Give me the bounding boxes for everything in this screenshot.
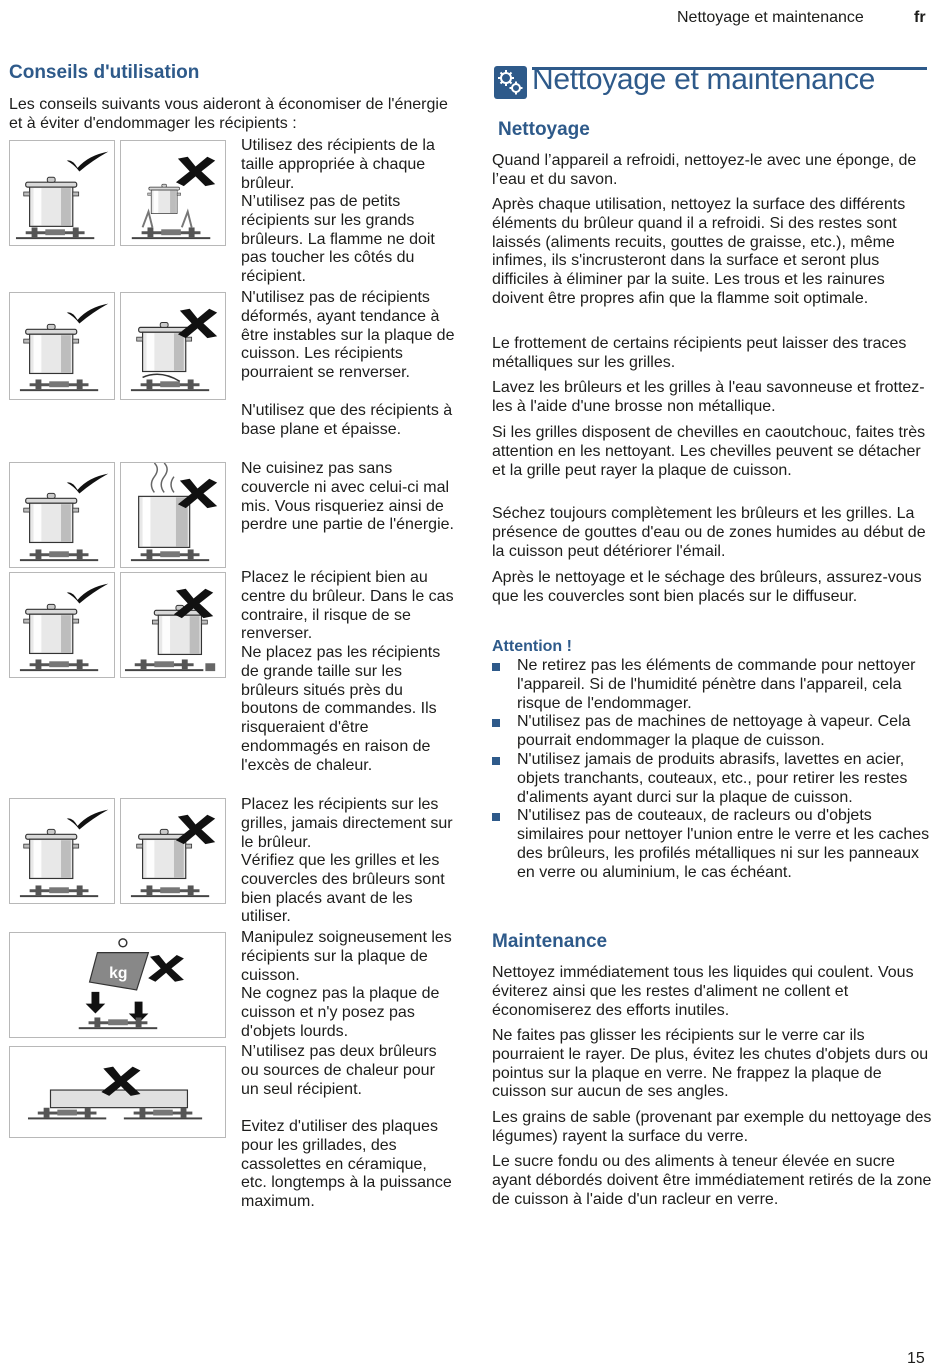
gear-icon — [494, 66, 527, 99]
bullet-square-icon — [492, 663, 500, 671]
cleaning-paragraph: Lavez les brûleurs et les grilles à l'eau savonneuse et frottez-les à l'aide d'une brosse non métallique. — [492, 379, 925, 415]
tip-two-burners-text: N’utilisez pas deux brûleurs ou sources de chaleur pour un seul récipient. — [241, 1043, 437, 1098]
maintenance-paragraph: Ne faites pas glisser les récipients sur le verre car ils pourraient le rayer. De plus, évitez les chutes d'objets durs ou pointus sur la plaque en verre. Ne frappez la plaque de cuisson sur aucun de ses angles. — [492, 1027, 929, 1101]
tip-handle-carefully-text: Manipulez soigneusement les récipients sur la plaque de cuisson. — [241, 929, 452, 984]
pot-on-grid-illustration — [9, 798, 115, 904]
pot-with-lid-illustration — [9, 462, 115, 568]
deformed-pot-illustration — [120, 292, 226, 400]
two-burner-griddle-illustration — [9, 1046, 226, 1138]
cleaning-paragraph: Quand l’appareil a refroidi, nettoyez-le avec une éponge, de l’eau et du savon. — [492, 152, 917, 188]
maintenance-paragraph: Nettoyez immédiatement tous les liquides qui coulent. Vous éviterez ainsi que les restes d'aliment ne collent et économiserez des efforts inutiles. — [492, 964, 914, 1019]
maintenance-paragraph: Les grains de sable (provenant par exemple du nettoyage des légumes) rayent la surface du verre. — [492, 1109, 932, 1145]
cleaning-title: Nettoyage — [498, 119, 590, 140]
tip-lid-text: Ne cuisinez pas sans couvercle ni avec celui-ci mal mis. Vous risqueriez ainsi de perdre une partie de l'énergie. — [241, 460, 454, 534]
cleaning-paragraph: Séchez toujours complètement les brûleurs et les grilles. La présence de gouttes d'eau ou de zones humides au début de la cuisson peut détériorer l'émail. — [492, 505, 926, 560]
maintenance-title: Maintenance — [492, 931, 608, 952]
tip-no-heavy-objects-text: Ne cognez pas la plaque de cuisson et n'y posez pas d'objets lourds. — [241, 985, 440, 1040]
attention-title: Attention ! — [492, 638, 572, 655]
cleaning-paragraph: Après le nettoyage et le séchage des brûleurs, assurez-vous que les couvercles sont bien placés sur le diffuseur. — [492, 569, 922, 605]
cleaning-paragraph: Après chaque utilisation, nettoyez la surface des différents éléments du brûleur quand il a refroidi. Si des restes sont laissés (aliments recuits, gouttes de graisse, etc.), même infimes, ils s'incrusteront dans la surface et seront plus difficiles à éliminer par la suite. Les trous et les rainures doivent être propres afin que la flamme soit optimale. — [492, 196, 906, 307]
heavy-object-illustration — [9, 932, 226, 1038]
flat-pot-illustration — [9, 292, 115, 400]
pot-without-lid-illustration — [120, 462, 226, 568]
attention-item-text: N'utilisez jamais de produits abrasifs, lavettes en acier, objets tranchants, couteaux, etc., pour retirer les restes d'aliments ayant durci sur la plaque de cuisson. — [517, 750, 908, 806]
tip-deformed-text: N'utilisez pas de récipients déformés, ayant tendance à être instables sur la plaque de cuisson. Les récipients pourraient se renverser. — [241, 289, 455, 382]
tip-size-text: Utilisez des récipients de la taille appropriée à chaque brûleur. — [241, 137, 435, 192]
picture-row-6 — [9, 932, 226, 1038]
list-item — [492, 751, 937, 807]
weight-label: kg — [109, 965, 128, 983]
picture-row-3 — [9, 462, 226, 568]
tip-small-pots-text: N’utilisez pas de petits récipients sur les grands brûleurs. La flamme ne doit pas toucher les côtés du récipient. — [241, 193, 435, 286]
bullet-square-icon — [492, 757, 500, 765]
attention-item-text: Ne retirez pas les éléments de commande pour nettoyer l'appareil. Si de l'humidité pénètre dans l'appareil, cela risque de l'endommager. — [517, 657, 916, 712]
page-number: 15 — [907, 1350, 925, 1367]
pot-centered-illustration — [9, 572, 115, 678]
picture-row-7 — [9, 1046, 226, 1138]
pot-on-burner-illustration — [120, 798, 226, 904]
tip-on-grids-text: Placez les récipients sur les grilles, jamais directement sur le brûleur. — [241, 796, 453, 851]
tip-griddles-text: Evitez d'utiliser des plaques pour les grillades, des cassolettes en céramique, etc. longtemps à la puissance maximum. — [241, 1118, 452, 1211]
list-item — [492, 807, 937, 882]
list-item — [492, 657, 937, 713]
pot-off-center-illustration — [120, 572, 226, 678]
bullet-square-icon — [492, 719, 500, 727]
cleaning-paragraph: Le frottement de certains récipients peut laisser des traces métalliques sur les grilles. — [492, 335, 907, 371]
bullet-square-icon — [492, 813, 500, 821]
attention-item-text: N'utilisez pas de couteaux, de racleurs ou d'objets similaires pour nettoyer l'union entre le verre et les caches des brûleurs, les profilés métalliques ni sur les panneaux en verre ou aluminium, le cas échéant. — [517, 807, 930, 881]
attention-item-text: N'utilisez pas de machines de nettoyage à vapeur. Cela pourrait endommager la plaque de cuisson. — [517, 713, 911, 750]
pot-correct-size-illustration — [9, 140, 115, 246]
small-pot-large-burner-illustration — [120, 140, 226, 246]
picture-row-4 — [9, 572, 226, 678]
tip-large-pots-text: Ne placez pas les récipients de grande taille sur les brûleurs situés près du boutons de commandes. Ils risqueraient d'être endommagés en raison de l'excès de chaleur. — [241, 644, 441, 774]
usage-tips-intro: Les conseils suivants vous aideront à économiser de l'énergie et à éviter d'endommager les récipients : — [9, 96, 448, 132]
picture-row-5 — [9, 798, 226, 904]
picture-row-2 — [9, 292, 226, 400]
cleaning-paragraph: Si les grilles disposent de chevilles en caoutchouc, faites très attention en les nettoyant. Les chevilles peuvent se détacher et la grille peut rayer la plaque de cuisson. — [492, 424, 926, 479]
page-title: Nettoyage et maintenance — [532, 63, 876, 96]
tip-flat-base-text: N'utilisez que des récipients à base plane et épaisse. — [241, 402, 453, 438]
running-header-section: Nettoyage et maintenance — [677, 9, 864, 26]
attention-list — [492, 657, 937, 883]
picture-row-1 — [9, 140, 226, 246]
list-item — [492, 713, 937, 751]
tip-check-grids-text: Vérifiez que les grilles et les couvercles des brûleurs sont bien placés avant de les utiliser. — [241, 852, 445, 926]
maintenance-paragraph: Le sucre fondu ou des aliments à teneur élevée en sucre ayant débordés doivent être immédiatement retirés de la zone de cuisson à l'aide d'un racleur en verre. — [492, 1153, 932, 1208]
usage-tips-title: Conseils d'utilisation — [9, 62, 200, 83]
running-header-lang: fr — [914, 9, 926, 26]
tip-center-text: Placez le récipient bien au centre du brûleur. Dans le cas contraire, il risque de se renverser. — [241, 569, 454, 643]
